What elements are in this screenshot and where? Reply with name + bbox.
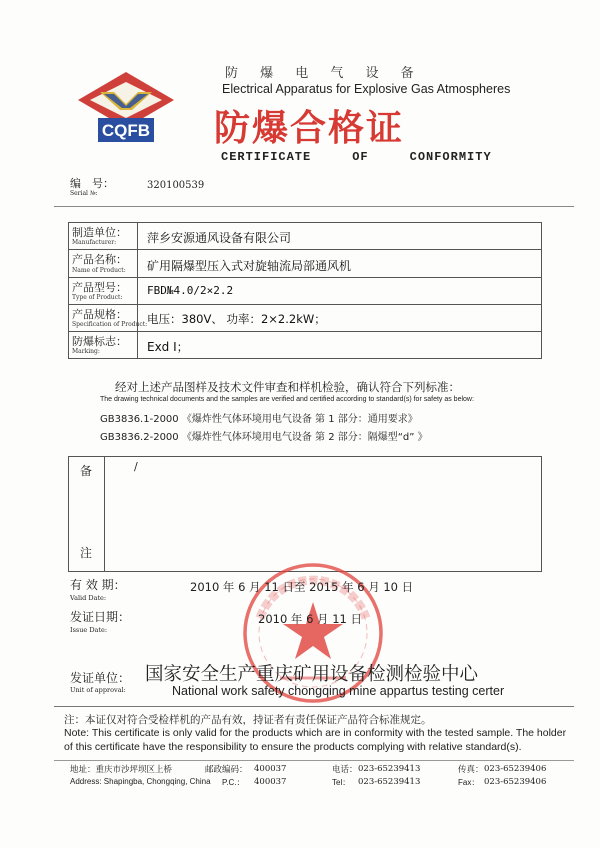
valid-date-label-en: Valid Date: [70, 594, 107, 602]
tel-value-en: 023-65239413 [358, 777, 421, 787]
certificate-of-conformity: CERTIFICATE OF CONFORMITY [221, 150, 492, 164]
fax-label-cn: 传真： [458, 765, 484, 775]
postcode-label-cn: 邮政编码： [205, 765, 248, 775]
spec-label-cn: 产品规格： [72, 308, 127, 321]
issue-date-label-cn: 发证日期： [70, 610, 131, 624]
verification-cn: 经对上述产品图样及技术文件审查和样机检验，确认符合下列标准： [115, 380, 460, 394]
remarks-label-top: 备 [80, 464, 93, 478]
product-type-label-en: Type of Product: [72, 294, 123, 301]
serial-label-cn: 编 号： [70, 177, 114, 190]
approval-label-cn: 发证单位： [70, 671, 131, 685]
spec-value: 电压：380V、 功率：2×2.2kW； [147, 312, 326, 326]
fax-label-en: Fax： [458, 778, 480, 787]
product-name-label-cn: 产品名称： [72, 253, 127, 266]
note-cn: 注：本证仅对符合受检样机的产品有效，持证者有责任保证产品符合标准规定。 [64, 714, 432, 726]
approval-name-en: National work safety chongqing mine appartus testing certer [172, 684, 505, 698]
remarks-value: / [134, 460, 138, 473]
cqfb-logo-icon [74, 70, 178, 146]
issue-date-value: 2010 年 6 月 11 日 [258, 612, 362, 626]
fax-value-en: 023-65239406 [484, 777, 547, 787]
header-cn-title: 防 爆 电 气 设 备 [225, 66, 423, 81]
product-type-label-cn: 产品型号： [72, 281, 127, 294]
logo-text: CQFB [101, 121, 151, 140]
header-en-title: Electrical Apparatus for Explosive Gas Atmospheres [222, 82, 511, 96]
serial-label-en: Serial №: [70, 190, 98, 197]
valid-date-value: 2010 年 6 月 11 日至 2015 年 6 月 10 日 [190, 580, 414, 594]
address-cn: 地址：重庆市沙坪坝区上桥 [70, 765, 173, 775]
serial-number: 320100539 [147, 180, 205, 191]
product-name-label-en: Name of Product: [72, 267, 126, 274]
standard-1: GB3836.1-2000 《爆炸性气体环境用电气设备 第 1 部分：通用要求》 [100, 414, 418, 425]
approval-name-cn: 国家安全生产重庆矿用设备检测检验中心 [145, 664, 479, 685]
product-name-value: 矿用隔爆型压入式对旋轴流局部通风机 [147, 259, 352, 273]
certificate-big-title: 防爆合格证 [214, 108, 405, 149]
postcode-value-cn: 400037 [254, 764, 287, 774]
manufacturer-label-cn: 制造单位： [72, 226, 127, 239]
note-en-line-1: Note: This certificate is only valid for the products which are in conformity with the tested sample. The holder [64, 727, 567, 739]
remarks-label-bottom: 注 [80, 546, 93, 560]
manufacturer-label-en: Manufacturer: [72, 239, 117, 246]
marking-label-en: Marking: [72, 348, 100, 355]
manufacturer-value: 萍乡安源通风设备有限公司 [147, 231, 292, 245]
fax-value-cn: 023-65239406 [484, 764, 547, 774]
tel-label-en: Tel： [332, 778, 351, 787]
note-en-line-2: of this certificate have the responsibility to ensure the products complying with relative standard(s). [64, 741, 522, 753]
verification-en: The drawing technical documents and the samples are verified and certified according to standard(s) for safety as below: [100, 396, 474, 403]
postcode-label-en: P.C.： [222, 778, 245, 787]
address-en: Address: Shapingba, Chongqing, China [70, 777, 211, 786]
tel-label-cn: 电话： [332, 765, 358, 775]
valid-date-label-cn: 有 效 期： [70, 578, 126, 592]
product-type-value: FBD№4.0/2×2.2 [147, 284, 234, 297]
postcode-value-en: 400037 [254, 777, 287, 787]
standard-2: GB3836.2-2000 《爆炸性气体环境用电气设备 第 2 部分：隔爆型“d” 》 [100, 432, 428, 443]
approval-label-en: Unit of approval: [70, 686, 126, 694]
marking-value: Exd I； [147, 340, 189, 354]
issue-date-label-en: Issue Date: [70, 626, 108, 634]
tel-value-cn: 023-65239413 [358, 764, 421, 774]
spec-label-en: Specification of Product: [72, 321, 148, 328]
marking-label-cn: 防爆标志： [72, 335, 127, 348]
